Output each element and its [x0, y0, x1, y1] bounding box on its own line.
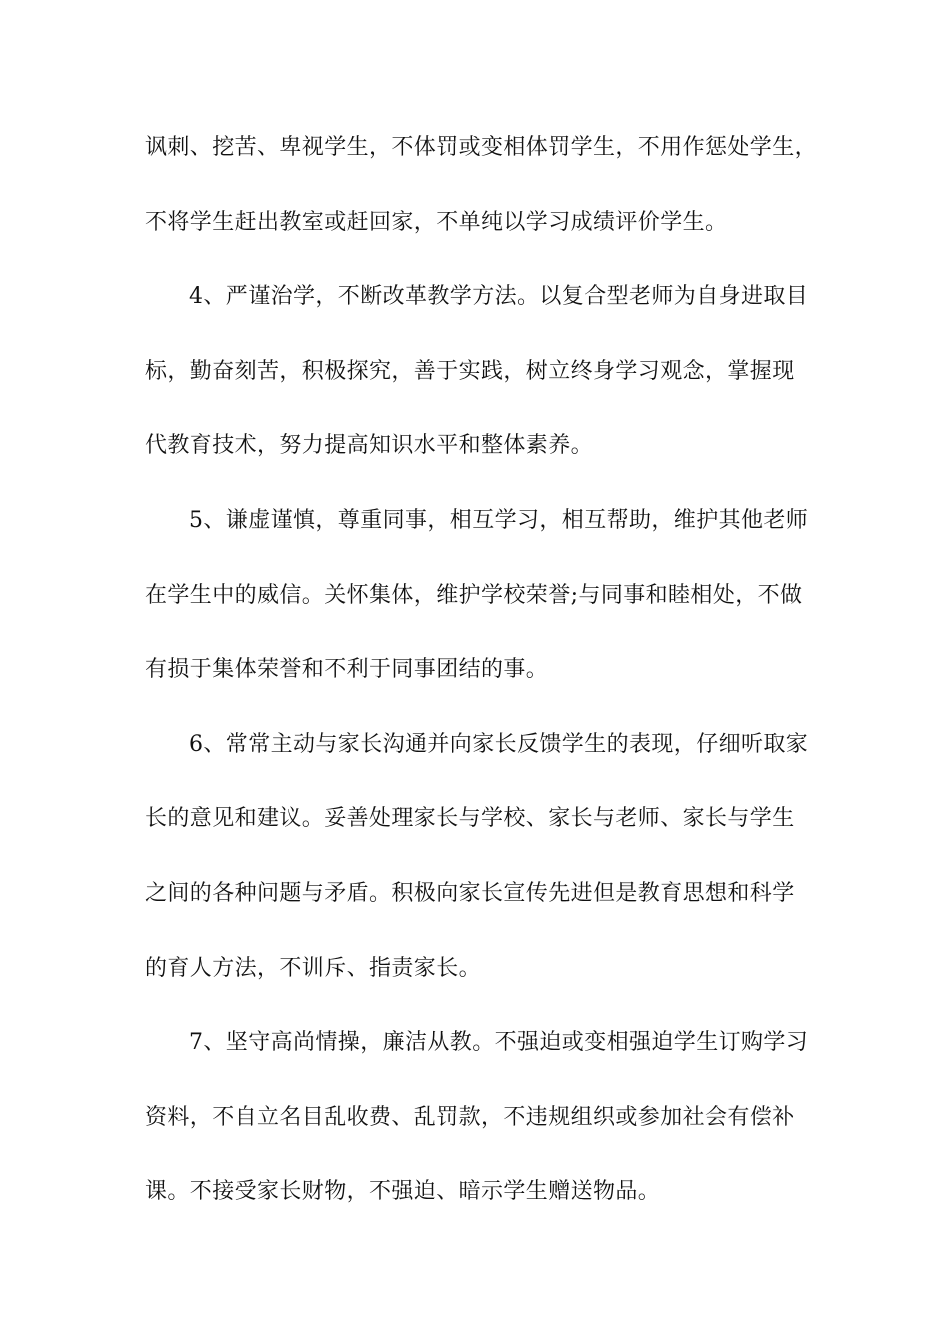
text-line: 的育人方法，不训斥、指责家长。: [145, 955, 482, 981]
text-line: 长的意见和建议。妥善处理家长与学校、家长与老师、家长与学生: [145, 806, 795, 832]
text-line: 讽刺、挖苦、卑视学生，不体罚或变相体罚学生，不用作惩处学生，: [145, 135, 818, 160]
text-line: 之间的各种问题与矛盾。积极向家长宣传先进但是教育思想和科学: [145, 880, 795, 906]
text-line: 6、常常主动与家长沟通并向家长反馈学生的表现，仔细听取家: [189, 731, 809, 757]
document-body: [145, 128, 825, 1247]
text-line: 4、严谨治学，不断改革教学方法。以复合型老师为自身进取目: [189, 284, 809, 310]
text-line: 课。不接受家长财物，不强迫、暗示学生赠送物品。: [145, 1179, 661, 1205]
text-line: 有损于集体荣誉和不利于同事团结的事。: [145, 657, 549, 683]
text-line: 7、坚守高尚情操，廉洁从教。不强迫或变相强迫学生订购学习: [189, 1030, 809, 1056]
text-line: 代教育技术，努力提高知识水平和整体素养。: [145, 433, 594, 459]
text-line: 标，勤奋刻苦，积极探究，善于实践，树立终身学习观念，掌握现: [145, 358, 795, 384]
text-line: 不将学生赶出教室或赶回家，不单纯以学习成绩评价学生。: [145, 209, 728, 235]
text-line: 在学生中的威信。关怀集体，维护学校荣誉;与同事和睦相处，不做: [145, 582, 803, 608]
text-line: 5、谦虚谨慎，尊重同事，相互学习，相互帮助，维护其他老师: [189, 507, 809, 533]
text-line: 资料，不自立名目乱收费、乱罚款，不违规组织或参加社会有偿补: [145, 1104, 795, 1130]
